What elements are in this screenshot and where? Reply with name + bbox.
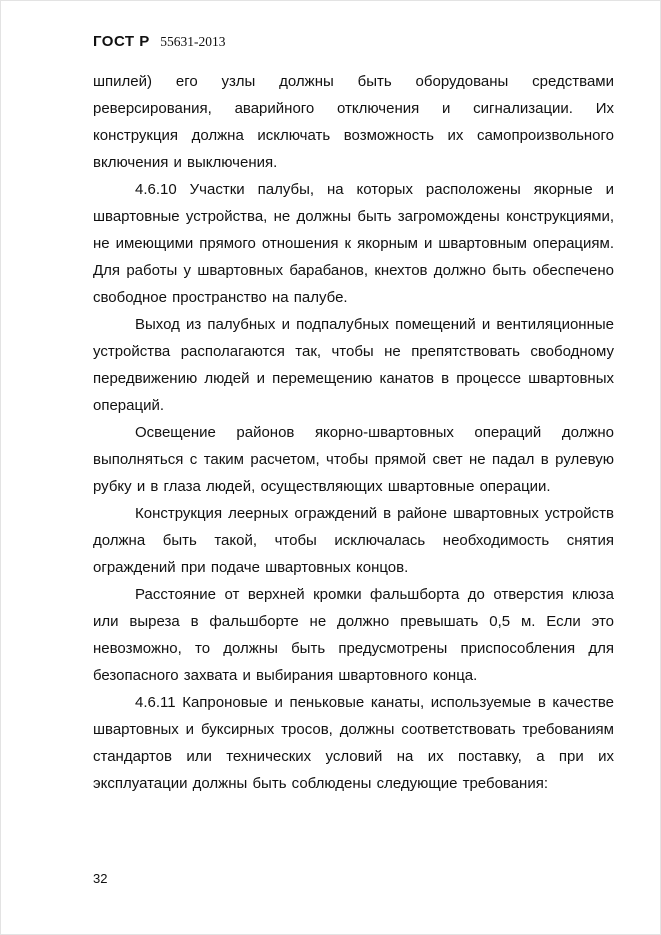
paragraph-clause-4-6-10: 4.6.10 Участки палубы, на которых расположены якорные и швартовные устройства, не должны быть загромождены конструкциями, не имеющими прямого отношения к якорным и швартовным операциям. Для работы у швартовных барабанов, кнехтов должно быть обеспечено свободное пространство на палубе. bbox=[93, 181, 614, 306]
paragraph: Освещение районов якорно-швартовных операций должно выполняться с таким расчетом, чтобы прямой свет не падал в рулевую рубку и в глаза людей, осуществляющих швартовные операции. bbox=[93, 424, 614, 495]
page-header bbox=[93, 33, 614, 53]
paragraph: Выход из палубных и подпалубных помещений и вентиляционные устройства располагаются так, чтобы не препятствовать свободному передвижению людей и перемещению канатов в процессе швартовных операций. bbox=[93, 316, 614, 414]
paragraph: Расстояние от верхней кромки фальшборта до отверстия клюза или выреза в фальшборте не должно превышать 0,5 м. Если это невозможно, то должны быть предусмотрены приспособления для безопасного захвата и выбирания швартовного конца. bbox=[93, 586, 614, 684]
paragraph: Конструкция леерных ограждений в районе швартовных устройств должна быть такой, чтобы исключалась необходимость снятия ограждений при подаче швартовных концов. bbox=[93, 505, 614, 576]
standard-code-prefix: ГОСТ Р bbox=[93, 33, 150, 50]
paragraph-clause-4-6-11: 4.6.11 Капроновые и пеньковые канаты, используемые в качестве швартовных и буксирных тросов, должны соответствовать требованиям стандартов или технических условий на их поставку, а при их эксплуатации должны быть соблюдены следующие требования: bbox=[93, 694, 614, 792]
document-body bbox=[93, 68, 614, 797]
paragraph-continuation: шпилей) его узлы должны быть оборудованы средствами реверсирования, аварийного отключения и сигнализации. Их конструкция должна исключать возможность их самопроизвольного включения и выключения. bbox=[93, 73, 614, 171]
page-number: 32 bbox=[93, 871, 108, 886]
standard-code-number: 55631-2013 bbox=[160, 34, 226, 49]
